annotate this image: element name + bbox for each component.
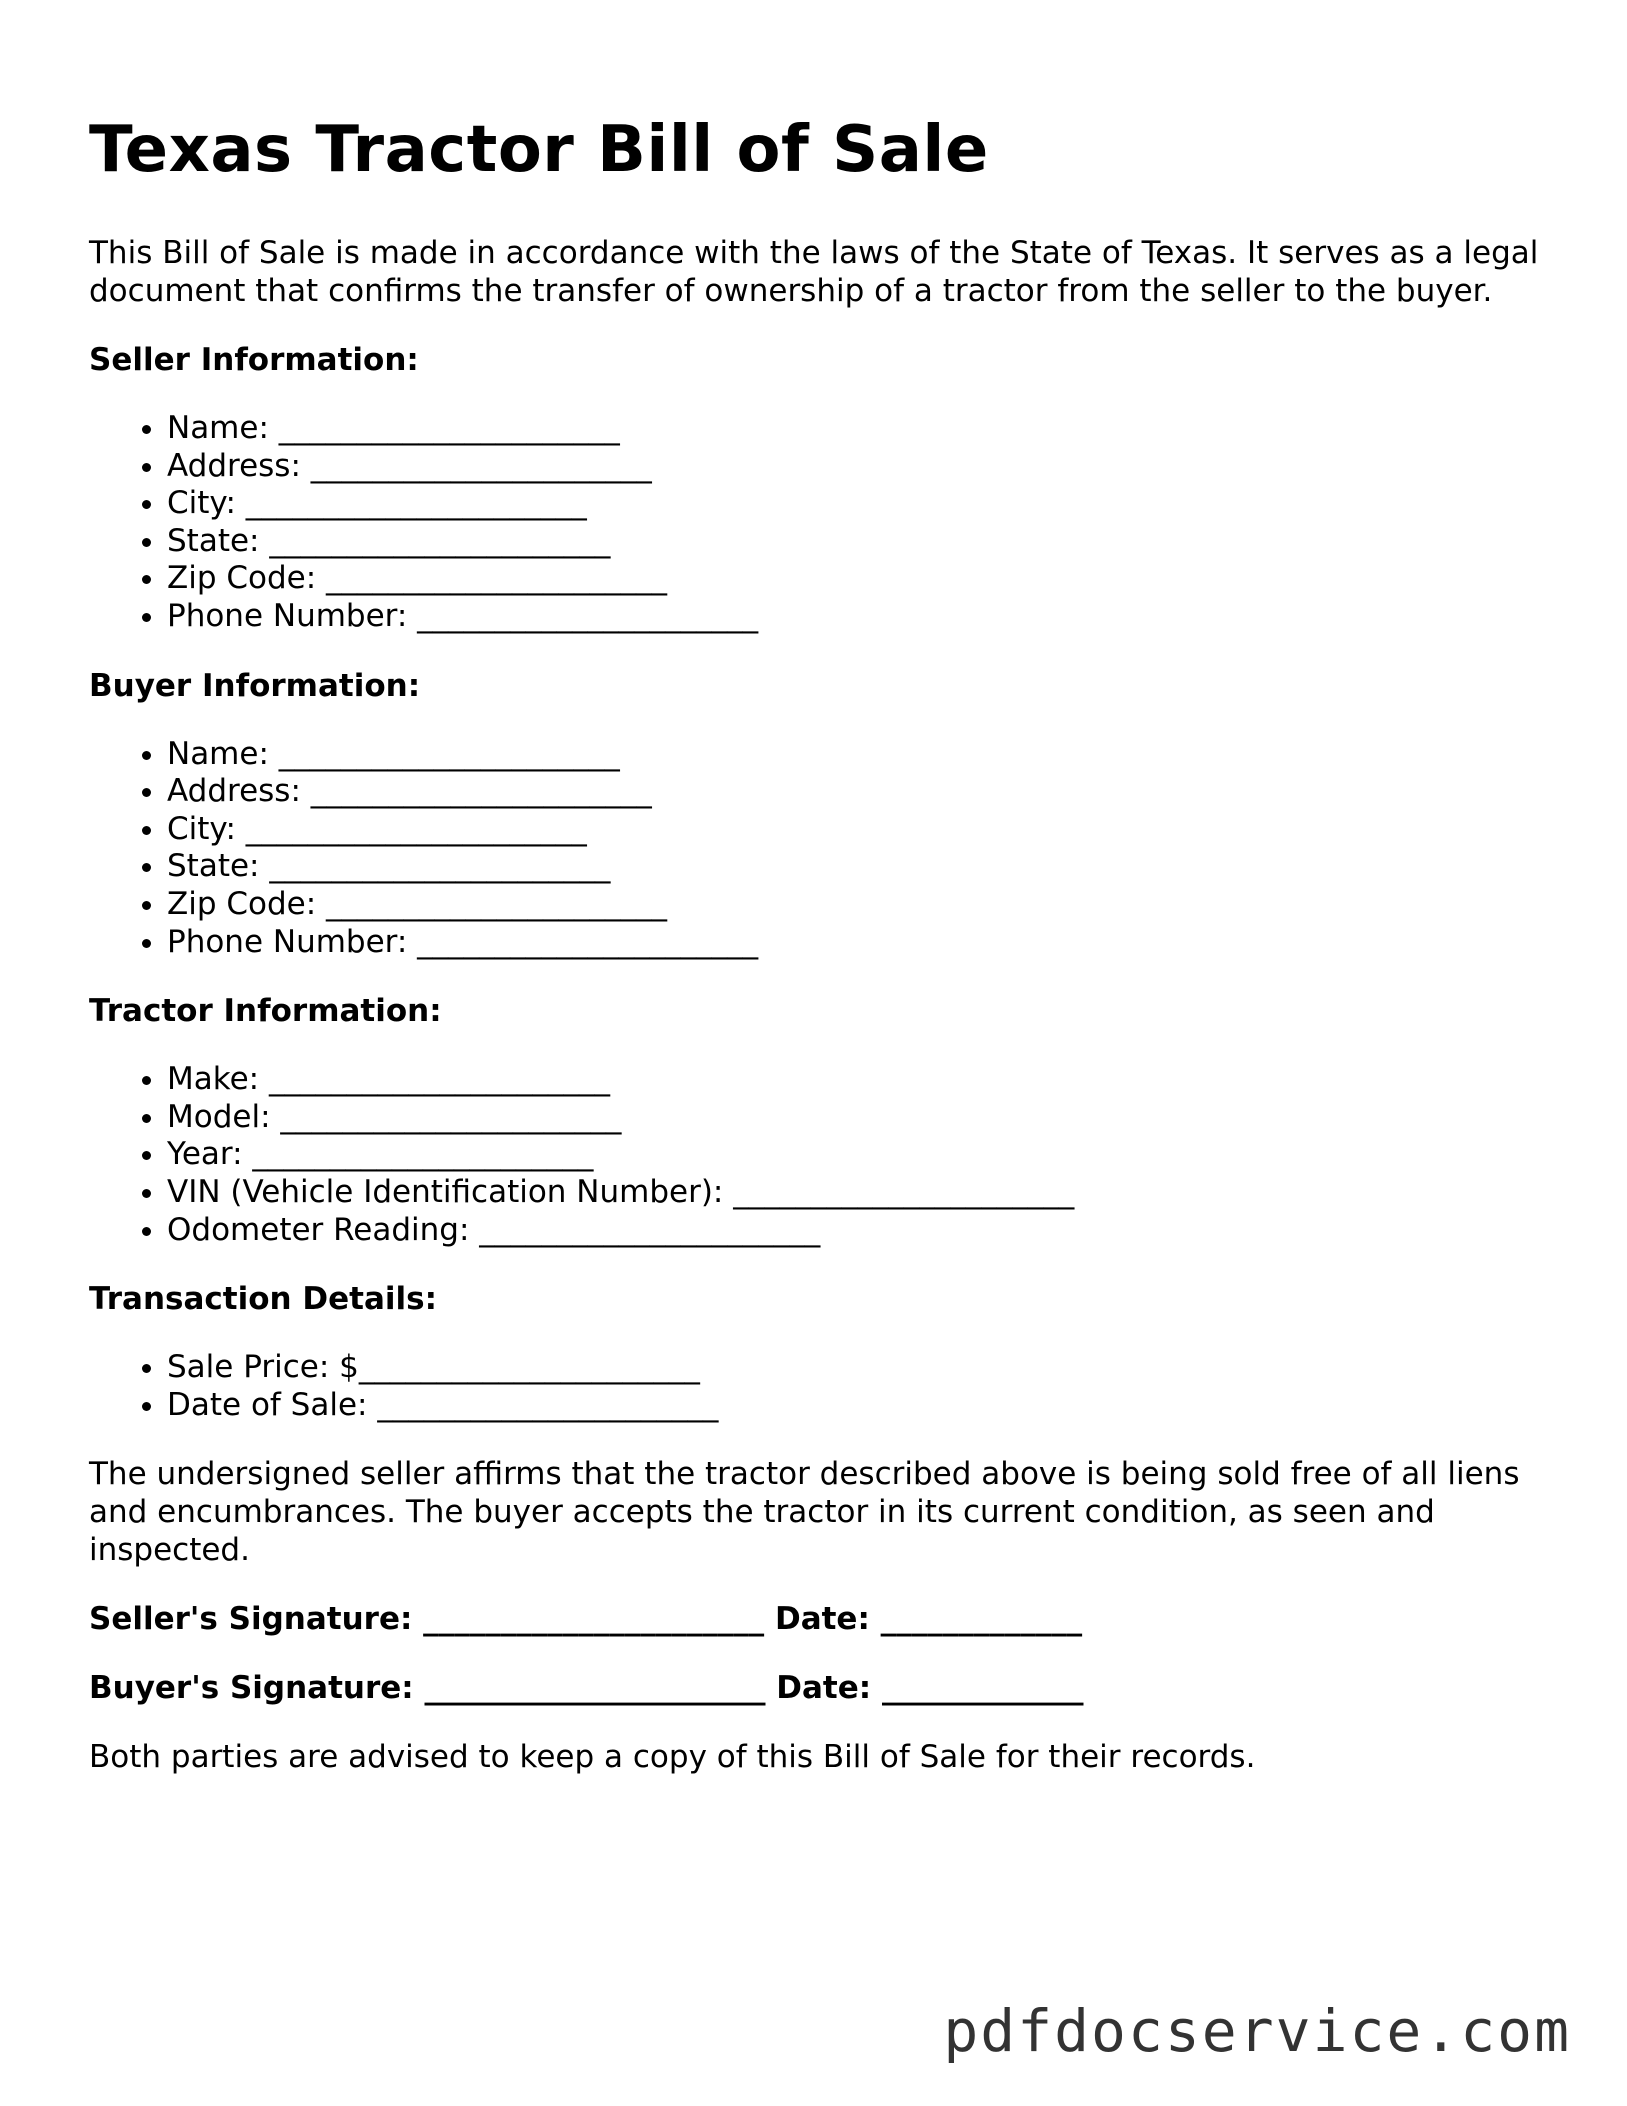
watermark-text: pdfdocservice.com	[943, 1997, 1571, 2065]
tractor-model-field: • Model: ______________________	[167, 1099, 1539, 1137]
buyer-address-field: • Address: ______________________	[167, 773, 1539, 811]
tractor-vin-field: • VIN (Vehicle Identification Number): ______________________	[167, 1174, 1539, 1212]
document-page	[89, 110, 1539, 1776]
buyer-city-field: • City: ______________________	[167, 811, 1539, 849]
final-note: Both parties are advised to keep a copy of this Bill of Sale for their records.	[89, 1739, 1256, 1776]
tractor-odometer-field: • Odometer Reading: ______________________	[167, 1212, 1539, 1250]
transaction-heading: Transaction Details:	[89, 1281, 437, 1318]
seller-list	[89, 410, 1539, 636]
buyer-name-field: • Name: ______________________	[167, 736, 1539, 774]
buyer-state-field: • State: ______________________	[167, 848, 1539, 886]
seller-address-field: • Address: ______________________	[167, 448, 1539, 486]
seller-phone-field: • Phone Number: ______________________	[167, 598, 1539, 636]
sale-price-field: • Sale Price: $______________________	[167, 1349, 1539, 1387]
closing-paragraph: The undersigned seller affirms that the tractor described above is being sold free of all liens and encumbrances. The buyer accepts the tractor in its current condition, as seen and inspected.	[89, 1456, 1520, 1569]
buyer-phone-field: • Phone Number: ______________________	[167, 924, 1539, 962]
buyer-signature-line: Buyer's Signature: ______________________ Date: _____________	[89, 1670, 1084, 1707]
transaction-list	[89, 1349, 1539, 1424]
tractor-make-field: • Make: ______________________	[167, 1061, 1539, 1099]
tractor-year-field: • Year: ______________________	[167, 1136, 1539, 1174]
seller-heading: Seller Information:	[89, 342, 419, 378]
tractor-list	[89, 1061, 1539, 1249]
seller-city-field: • City: ______________________	[167, 485, 1539, 523]
intro-paragraph: This Bill of Sale is made in accordance with the laws of the State of Texas. It serves as a legal document that confirms the transfer of ownership of a tractor from the seller to the buyer.	[89, 235, 1539, 309]
buyer-heading: Buyer Information:	[89, 667, 421, 704]
seller-name-field: • Name: ______________________	[167, 410, 1539, 448]
seller-state-field: • State: ______________________	[167, 523, 1539, 561]
buyer-list	[89, 736, 1539, 962]
seller-zip-field: • Zip Code: ______________________	[167, 560, 1539, 598]
tractor-heading: Tractor Information:	[89, 993, 442, 1030]
date-of-sale-field: • Date of Sale: ______________________	[167, 1387, 1539, 1425]
page-title: Texas Tractor Bill of Sale	[89, 113, 989, 187]
buyer-zip-field: • Zip Code: ______________________	[167, 886, 1539, 924]
seller-signature-line: Seller's Signature: ______________________ Date: _____________	[89, 1601, 1083, 1638]
